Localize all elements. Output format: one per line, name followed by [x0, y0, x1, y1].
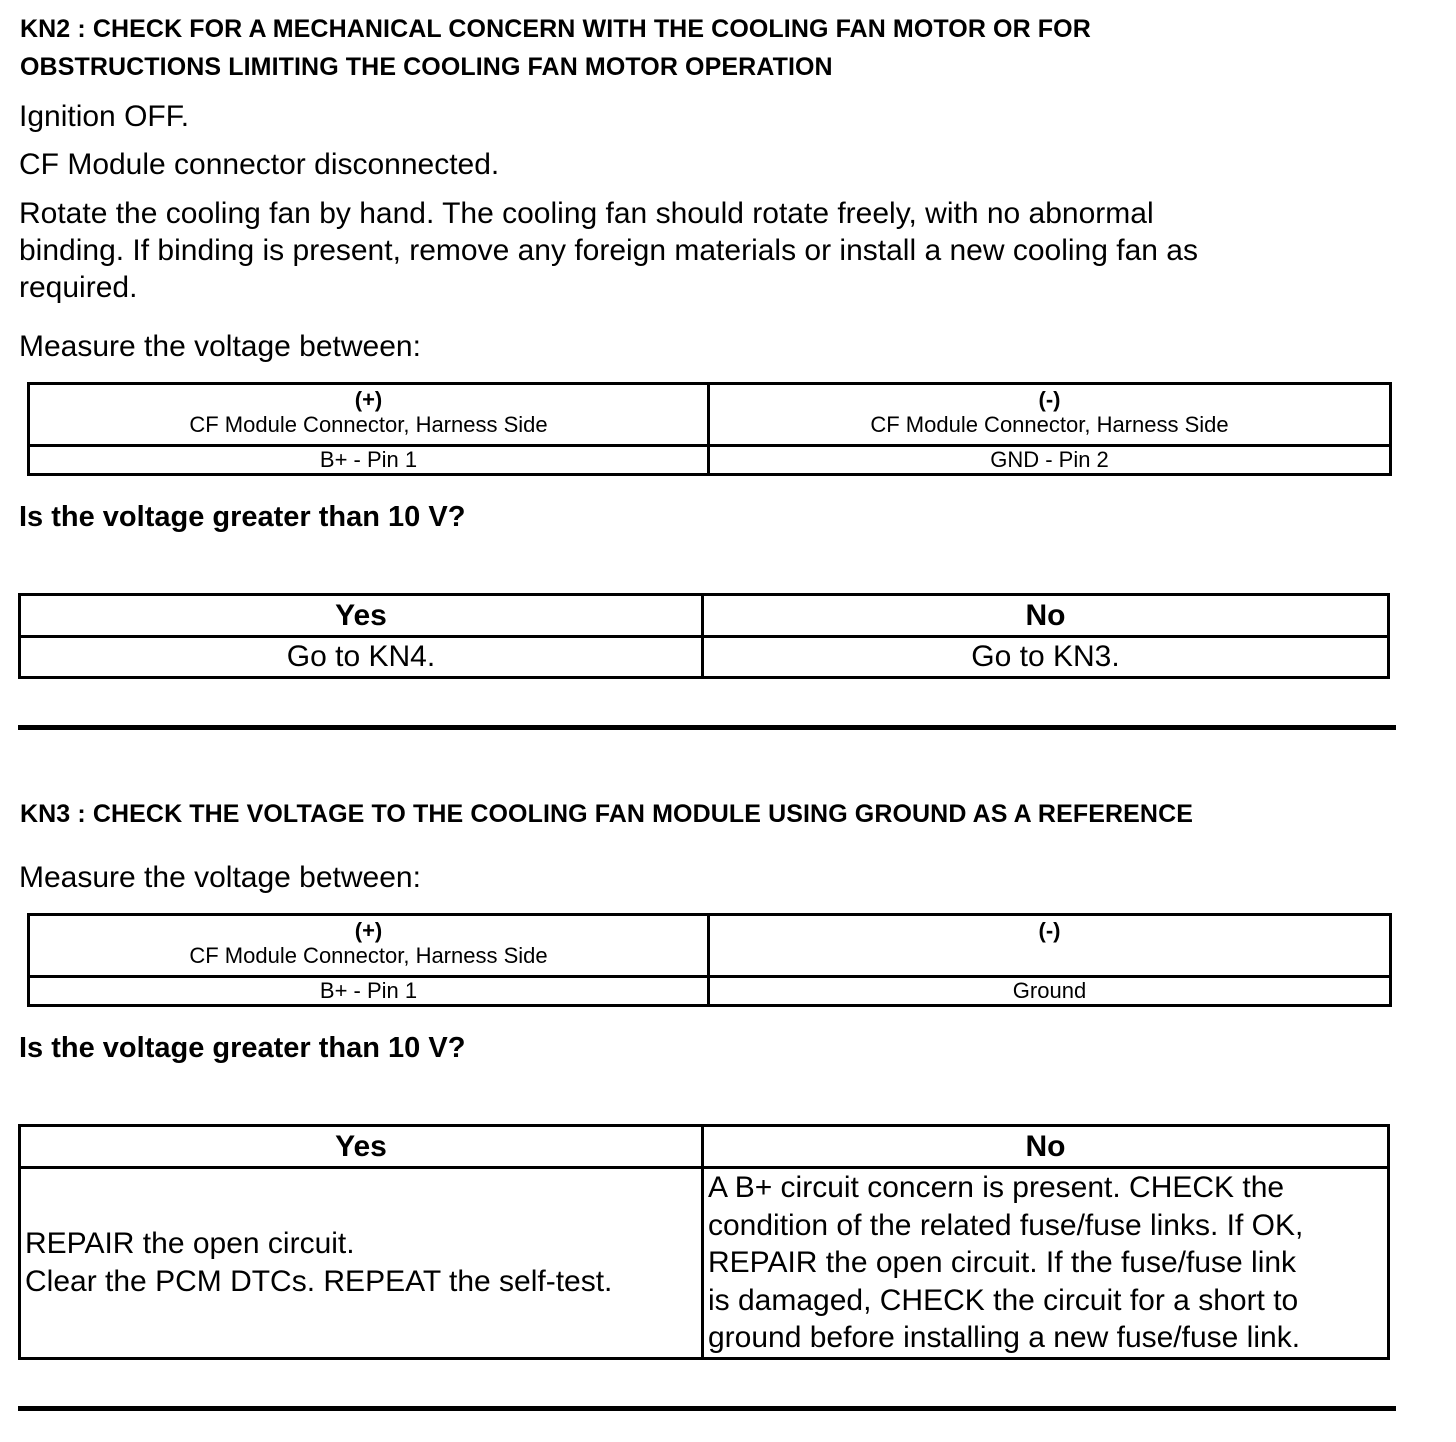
- kn3-measure-table: [27, 913, 1392, 1007]
- kn3-yes-line1: REPAIR the open circuit.: [25, 1227, 355, 1261]
- kn2-measure-neg-header: [709, 384, 1391, 446]
- kn3-no-action: [703, 1168, 1389, 1359]
- table-row: [20, 637, 1389, 678]
- kn3-no-header: No: [703, 1126, 1389, 1168]
- kn2-measure-table: [27, 382, 1392, 476]
- kn3-question: Is the voltage greater than 10 V?: [19, 1032, 466, 1064]
- kn2-heading: [20, 10, 1091, 86]
- kn3-no-line4: is damaged, CHECK the circuit for a short to: [708, 1283, 1299, 1317]
- kn2-heading-line1: KN2 : CHECK FOR A MECHANICAL CONCERN WITH THE COOLING FAN MOTOR OR FOR: [20, 15, 1091, 43]
- table-row: [29, 915, 1391, 977]
- pos-label: CF Module Connector, Harness Side: [189, 412, 548, 437]
- table-row: [20, 1126, 1389, 1168]
- kn2-answer-table: [18, 593, 1390, 679]
- pos-symbol: (+): [354, 918, 383, 943]
- neg-label: CF Module Connector, Harness Side: [870, 412, 1229, 437]
- kn2-step-ignition: Ignition OFF.: [19, 100, 190, 133]
- kn3-measure-label: Measure the voltage between:: [19, 861, 421, 894]
- kn3-measure-pos-header: [29, 915, 709, 977]
- kn2-step-rotate-line1: Rotate the cooling fan by hand. The cooling fan should rotate freely, with no abnormal: [19, 197, 1154, 230]
- table-row: [29, 446, 1391, 475]
- kn3-measure-neg-value: Ground: [709, 977, 1391, 1006]
- kn2-yes-header: Yes: [20, 595, 703, 637]
- kn3-no-line1: A B+ circuit concern is present. CHECK the: [708, 1171, 1285, 1204]
- kn2-yes-action: Go to KN4.: [20, 637, 703, 678]
- table-row: [29, 384, 1391, 446]
- neg-symbol: (-): [1038, 387, 1061, 412]
- kn2-step-rotate: [19, 195, 1198, 306]
- kn2-measure-label: Measure the voltage between:: [19, 330, 421, 363]
- kn2-step-rotate-line2: binding. If binding is present, remove any foreign materials or install a new cooling fan as: [19, 234, 1198, 267]
- table-row: [20, 1168, 1389, 1359]
- neg-symbol: (-): [1038, 918, 1061, 943]
- kn3-answer-table: [18, 1124, 1390, 1360]
- kn3-yes-line2: Clear the PCM DTCs. REPEAT the self-test.: [25, 1264, 613, 1298]
- kn3-measure-pos-value: B+ - Pin 1: [29, 977, 709, 1006]
- kn2-measure-pos-header: [29, 384, 709, 446]
- kn3-no-line5: ground before installing a new fuse/fuse link.: [708, 1321, 1301, 1354]
- kn2-measure-pos-value: B+ - Pin 1: [29, 446, 709, 475]
- kn2-step-rotate-line3: required.: [19, 271, 138, 304]
- kn2-measure-neg-value: GND - Pin 2: [709, 446, 1391, 475]
- kn3-heading: KN3 : CHECK THE VOLTAGE TO THE COOLING FAN MODULE USING GROUND AS A REFERENCE: [20, 800, 1194, 828]
- kn2-no-action: Go to KN3.: [703, 637, 1389, 678]
- kn3-yes-header: Yes: [20, 1126, 703, 1168]
- kn2-step-connector: CF Module connector disconnected.: [19, 148, 500, 181]
- pos-symbol: (+): [354, 387, 383, 412]
- section-divider: [18, 1406, 1396, 1411]
- kn3-no-line3: REPAIR the open circuit. If the fuse/fuse link: [708, 1246, 1297, 1279]
- table-row: [29, 977, 1391, 1006]
- kn2-heading-line2: OBSTRUCTIONS LIMITING THE COOLING FAN MOTOR OPERATION: [20, 53, 833, 81]
- section-divider: [18, 725, 1396, 730]
- kn2-no-header: No: [703, 595, 1389, 637]
- kn3-no-line2: condition of the related fuse/fuse links. If OK,: [708, 1208, 1304, 1242]
- pos-label: CF Module Connector, Harness Side: [189, 943, 548, 968]
- kn3-measure-neg-header: [709, 915, 1391, 977]
- kn3-yes-action: [20, 1168, 703, 1359]
- table-row: [20, 595, 1389, 637]
- kn2-question: Is the voltage greater than 10 V?: [19, 501, 466, 533]
